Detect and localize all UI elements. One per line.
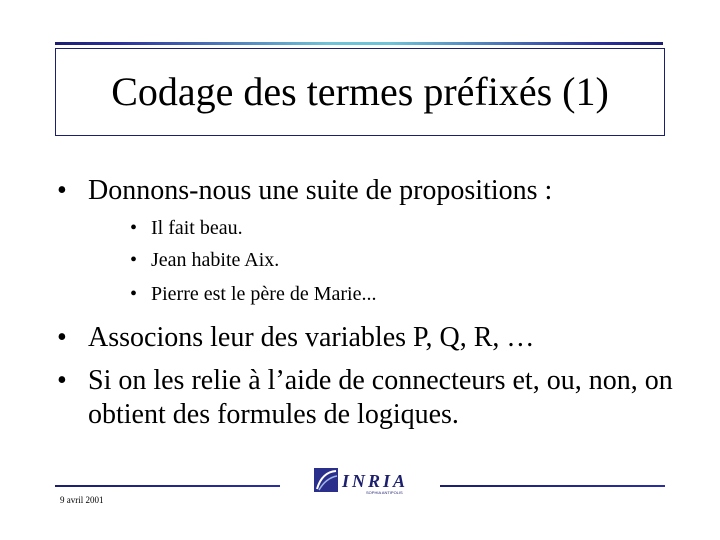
footer-rule-left — [55, 485, 280, 487]
bullet-text: Associons leur des variables P, Q, R, … — [88, 322, 535, 353]
title-box — [55, 48, 665, 136]
bullet-dot: • — [130, 217, 138, 239]
bullet-item-3 — [57, 364, 678, 432]
bullet-text: Donnons-nous une suite de propositions : — [88, 175, 553, 206]
sub-bullet-item-1 — [130, 216, 243, 240]
bullet-dot: • — [130, 283, 138, 305]
bullet-text: Jean habite Aix. — [151, 249, 280, 271]
sub-bullet-item-3 — [130, 282, 376, 306]
footer-date: 9 avril 2001 — [60, 495, 104, 505]
footer-rule-right — [440, 485, 665, 487]
bullet-text: Il fait beau. — [151, 217, 243, 239]
bullet-text: Si on les relie à l’aide de connecteurs et, ou, non, on obtient des formules de logiques. — [88, 365, 673, 430]
logo-subtext: SOPHIA ANTIPOLIS — [366, 490, 403, 495]
sub-bullet-item-2 — [130, 248, 279, 272]
bullet-item-1 — [57, 174, 552, 208]
inria-logo-graphic — [312, 466, 422, 496]
bullet-dot: • — [57, 365, 67, 396]
slide-title: Codage des termes préfixés (1) — [111, 69, 609, 114]
logo-wordmark: INRIA — [342, 471, 409, 491]
bullet-dot: • — [57, 322, 67, 353]
bullet-dot: • — [130, 249, 138, 271]
bullet-item-2 — [57, 321, 534, 355]
bullet-text: Pierre est le père de Marie... — [151, 283, 377, 305]
bullet-dot: • — [57, 175, 67, 206]
inria-logo — [312, 466, 422, 496]
title-top-rule — [55, 42, 663, 45]
